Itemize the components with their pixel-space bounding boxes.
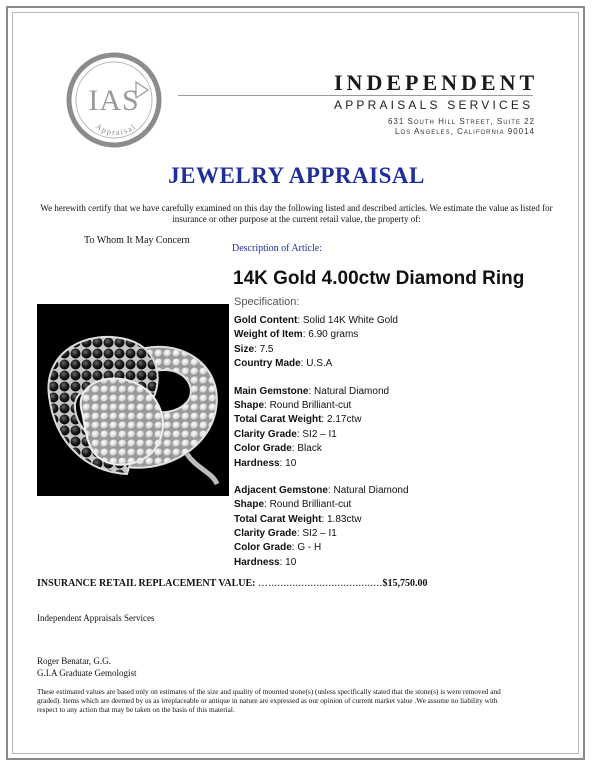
spec-weight: Weight of Item: 6.90 grams xyxy=(234,329,359,341)
address-line-2: Los Angeles, California 90014 xyxy=(395,127,535,136)
ring-photo xyxy=(37,304,229,496)
spec-adjacent-hardness: Hardness: 10 xyxy=(234,556,297,568)
ias-logo xyxy=(66,52,162,148)
specifications xyxy=(234,314,554,570)
certification-text: We herewith certify that we have carefully examined on this day the following listed and described articles. We estimate the value as listed for insurance or other purpose at the current retail value, the property of: xyxy=(40,203,553,224)
spec-adjacent-shape: Shape: Round Brilliant-cut xyxy=(234,499,352,511)
disclaimer: These estimated values are based only on estimates of the size and quality of mounted stone(s) (unless specifically stated that the stone(s) is were removed and graded). Items which are deemed by us as irreplaceable or antique in nature are expressed as our opinion of current market value .We assume no liability with respect to any action that may be taken on the basis of this material. xyxy=(37,687,501,715)
spec-adjacent-carat: Total Carat Weight: 1.83ctw xyxy=(234,513,362,525)
specification-label: Specification: xyxy=(234,296,300,308)
company-name: INDEPENDENT xyxy=(334,70,539,95)
replacement-value-label: INSURANCE RETAIL REPLACEMENT VALUE: xyxy=(37,578,256,589)
header-rule xyxy=(178,95,533,96)
spec-main-carat: Total Carat Weight: 2.17ctw xyxy=(234,414,362,426)
replacement-value xyxy=(37,578,427,589)
signature-company: Independent Appraisals Services xyxy=(37,613,155,623)
spec-main-color: Color Grade: Black xyxy=(234,443,322,455)
replacement-value-amount: $15,750.00 xyxy=(382,578,428,589)
spec-main-gemstone: Main Gemstone: Natural Diamond xyxy=(234,385,390,397)
company-subtitle: APPRAISALS SERVICES xyxy=(334,98,534,112)
ring-illustration xyxy=(37,304,229,496)
document-title: JEWELRY APPRAISAL xyxy=(168,163,425,188)
spec-gold-content: Gold Content: Solid 14K White Gold xyxy=(234,315,398,326)
logo-letters: IAS xyxy=(88,84,140,117)
spec-country: Country Made: U.S.A xyxy=(234,358,333,370)
spec-main-hardness: Hardness: 10 xyxy=(234,457,297,469)
signature-name: Roger Benatar, G.G. xyxy=(37,656,111,666)
spec-adjacent-gemstone: Adjacent Gemstone: Natural Diamond xyxy=(234,484,409,496)
spec-main-clarity: Clarity Grade: SI2 – I1 xyxy=(234,428,337,440)
address-line-1: 631 South Hill Street, Suite 22 xyxy=(387,117,535,126)
value-dots: …...................................... xyxy=(257,578,383,589)
spec-adjacent-color: Color Grade: G - H xyxy=(234,542,322,554)
spec-main-shape: Shape: Round Brilliant-cut xyxy=(234,399,352,411)
description-label: Description of Article: xyxy=(232,243,322,254)
logo-ring-text: Appraisal xyxy=(94,121,138,137)
signature-title: G.I.A Graduate Gemologist xyxy=(37,668,137,678)
item-title: 14K Gold 4.00ctw Diamond Ring xyxy=(233,268,525,289)
spec-adjacent-clarity: Clarity Grade: SI2 – I1 xyxy=(234,528,337,540)
recipient: To Whom It May Concern xyxy=(84,235,190,246)
spec-size: Size: 7.5 xyxy=(234,343,274,355)
